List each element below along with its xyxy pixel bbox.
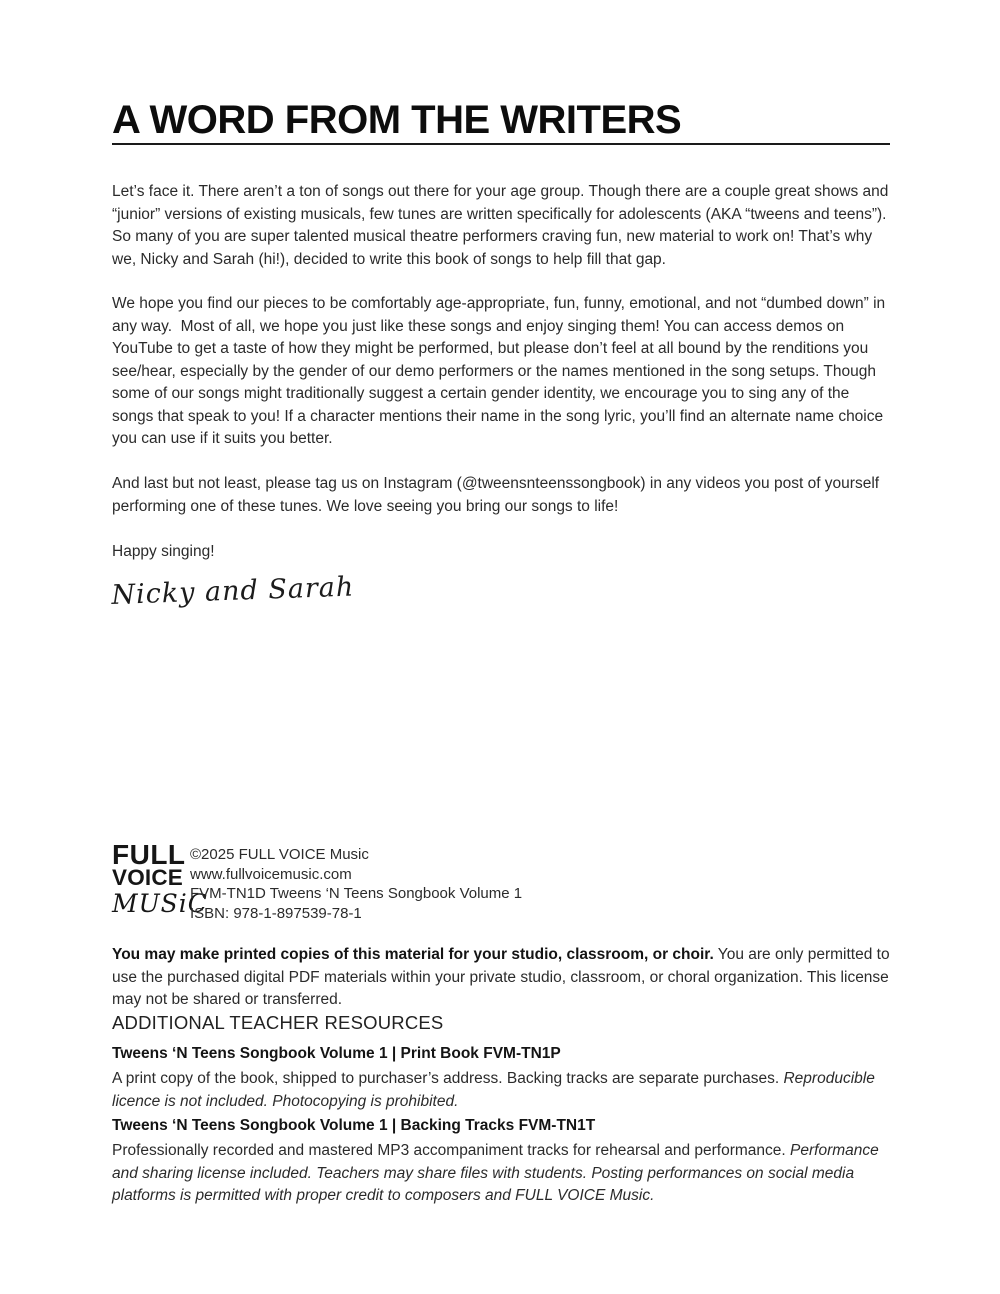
resource-description: [112, 1140, 890, 1208]
full-voice-music-logo: [112, 839, 208, 919]
isbn-line: ISBN: 978-1-897539-78-1: [190, 904, 362, 922]
logo-word-voice: VOICE: [112, 865, 184, 890]
resource-title: Tweens ‘N Teens Songbook Volume 1 | Backing Tracks FVM-TN1T: [112, 1117, 596, 1134]
product-code-line: FVM-TN1D Tweens ‘N Teens Songbook Volume 1: [190, 885, 523, 902]
publisher-block: [112, 839, 890, 923]
resource-item-print-book: [112, 1044, 890, 1113]
resource-description-regular: A print copy of the book, shipped to purchaser’s address. Backing tracks are separate purchases.: [112, 1070, 784, 1087]
publisher-info: [190, 843, 522, 923]
resource-item-backing-tracks: [112, 1116, 890, 1208]
writers-signature: Nicky and Sarah: [110, 571, 355, 611]
paragraph-instagram: And last but not least, please tag us on Instagram (@tweensnteenssongbook) in any videos you post of yourself performing one of these tunes. We love seeing you bring our songs to life!: [112, 475, 884, 515]
closing-line: Happy singing!: [112, 543, 215, 560]
logo-word-music: MUSiC: [112, 889, 208, 918]
title-underline: [112, 143, 890, 145]
paragraph-intro: Let’s face it. There aren’t a ton of songs out there for your age group. Though there are a couple great shows and “junior” versions of existing musicals, few tunes are written specifically for adolescents (AKA “tweens and teens”). So many of you are super talented musical theatre performers craving fun, new material to work on! That’s why we, Nicky and Sarah (hi!), decided to write this book of songs to help fill that gap.: [112, 183, 893, 268]
resource-description-italic: Reproducible licence is not included. Photocopying is prohibited.: [112, 1070, 875, 1110]
logo-word-full: FULL: [112, 839, 186, 870]
license-paragraph: [112, 944, 890, 1012]
paragraph-hopes: We hope you find our pieces to be comfortably age-appropriate, fun, funny, emotional, and not “dumbed down” in any way. Most of all, we hope you just like these songs and enjoy singing them! You can access demos on YouTube to get a taste of how they might be performed, but please don’t feel at all bound by the renditions you see/hear, especially by the gender of our demo performers or the names mentioned in the song setups. Though some of our songs might traditionally suggest a certain gender identity, we encourage you to sing any of the songs that speak to you! If a character mentions their name in the song lyric, you’ll find an alternate name choice you can use if it suits you better.: [112, 295, 890, 447]
resource-description: [112, 1068, 890, 1113]
website-text: www.fullvoicemusic.com: [190, 865, 352, 883]
copyright-line: ©2025 FULL VOICE Music: [190, 846, 369, 863]
license-bold-sentence: You may make printed copies of this material for your studio, classroom, or choir.: [112, 946, 714, 963]
resource-title: Tweens ‘N Teens Songbook Volume 1 | Print Book FVM-TN1P: [112, 1045, 561, 1062]
resource-description-italic: Performance and sharing license included. Teachers may share files with students. Posting performances on social media platforms is permitted with proper credit to composers and FULL VOICE Music.: [112, 1142, 879, 1204]
resource-description-regular: Professionally recorded and mastered MP3 accompaniment tracks for rehearsal and performance.: [112, 1142, 791, 1159]
license-rest-text: You are only permitted to use the purchased digital PDF materials within your private studio, classroom, or choral organization. This license may not be shared or transferred.: [112, 946, 890, 1008]
resources-heading: ADDITIONAL TEACHER RESOURCES: [112, 1012, 444, 1033]
page-title: A WORD FROM THE WRITERS: [112, 98, 682, 142]
